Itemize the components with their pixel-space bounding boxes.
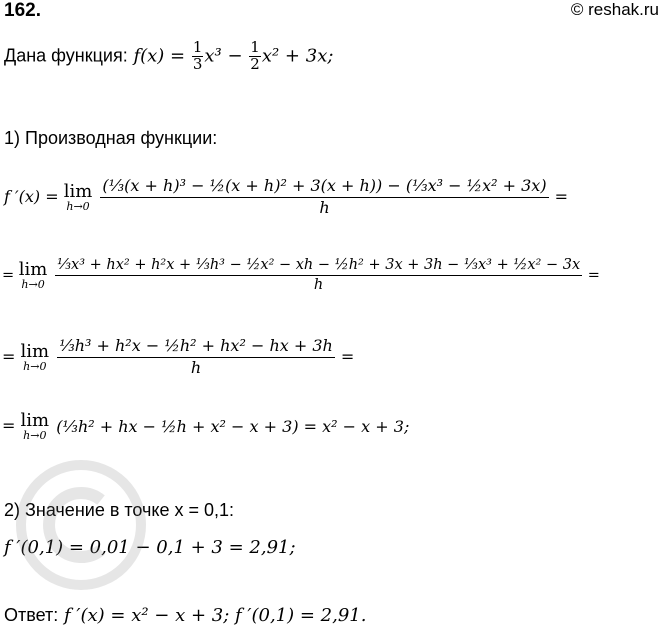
derivative-line-4-body: (⅓h² + hx − ½h + x² − x + 3) = x² − x + 3;: [56, 417, 410, 436]
derivative-line-3-start: =: [2, 346, 16, 366]
limit-1: [63, 180, 93, 213]
answer-text: f ′(x) = x² − x + 3; f ′(0,1) = 2,91.: [64, 605, 367, 626]
given-term-2: x² + 3x;: [261, 45, 334, 67]
derivative-line-1-end: =: [554, 186, 569, 206]
problem-number: 162.: [4, 0, 41, 21]
derivative-frac-1-num: (⅓(x + h)³ − ½(x + h)² + 3(x + h)) − (⅓x³ − ½x² + 3x): [100, 178, 548, 198]
given-label: Дана функция:: [4, 45, 128, 66]
derivative-line-3: [2, 338, 354, 377]
derivative-frac-3: [57, 338, 335, 377]
derivative-frac-1: [100, 178, 548, 217]
derivative-frac-1-den: h: [319, 197, 330, 217]
watermark-text: © reshak.ru: [570, 0, 659, 19]
derivative-line-2-end: =: [587, 267, 600, 284]
derivative-frac-2-den: h: [313, 277, 324, 294]
limit-3-sub: h→0: [23, 359, 47, 373]
limit-3-word: lim: [20, 340, 50, 362]
derivative-line-3-end: =: [340, 346, 355, 366]
given-lhs: f(x) =: [133, 45, 186, 67]
limit-1-sub: h→0: [66, 199, 90, 213]
given-term-1: x³ −: [204, 45, 243, 67]
derivative-frac-2-num: ⅓x³ + hx² + h²x + ⅓h³ − ½x² − xh − ½h² + 3x + 3h − ⅓x³ + ½x² − 3x: [55, 258, 582, 276]
watermark-stamp-icon: [0, 440, 166, 610]
answer-label: Ответ:: [4, 605, 59, 625]
given-function-line: [4, 40, 333, 73]
given-frac-2-den: 2: [250, 54, 260, 73]
derivative-lhs: f ′(x) =: [4, 186, 59, 206]
derivative-frac-2: [55, 258, 582, 293]
step2-heading: 2) Значение в точке x = 0,1:: [4, 500, 235, 520]
given-frac-1: [192, 40, 204, 73]
derivative-frac-3-num: ⅓h³ + h²x − ½h² + hx² − hx + 3h: [57, 338, 335, 358]
limit-1-word: lim: [63, 180, 93, 202]
derivative-line-4: [2, 412, 409, 441]
given-frac-2-num: 1: [250, 38, 260, 56]
limit-2-word: lim: [18, 259, 48, 281]
limit-4-word: lim: [20, 410, 50, 431]
derivative-line-2: [2, 258, 600, 293]
step1-heading: 1) Производная функции:: [4, 128, 218, 148]
derivative-line-1: [4, 178, 568, 217]
step2-calculation: f ′(0,1) = 0,01 − 0,1 + 3 = 2,91;: [4, 537, 296, 558]
given-frac-2: [249, 40, 261, 73]
derivative-line-2-start: =: [2, 267, 15, 284]
limit-3: [20, 340, 50, 373]
limit-4-sub: h→0: [23, 429, 47, 442]
derivative-frac-3-den: h: [190, 357, 202, 377]
limit-4: [21, 412, 50, 441]
given-frac-1-num: 1: [192, 38, 203, 56]
given-frac-1-den: 3: [192, 54, 203, 73]
limit-2-sub: h→0: [21, 278, 45, 292]
limit-2: [19, 261, 48, 290]
derivative-line-4-start: =: [2, 416, 16, 435]
